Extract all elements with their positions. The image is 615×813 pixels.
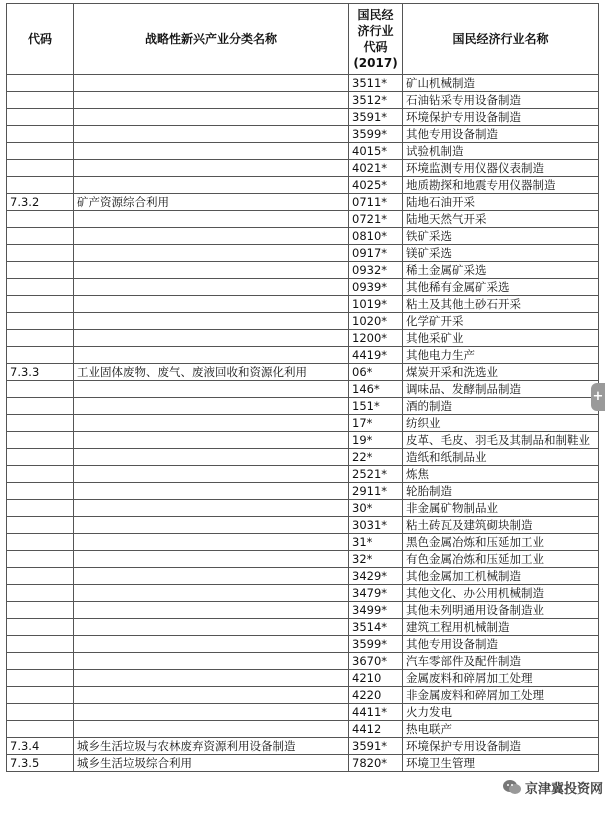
- row-nec-name: 酒的制造: [403, 398, 599, 415]
- row-nec-name: 其他稀有金属矿采选: [403, 279, 599, 296]
- row-category-name: [74, 245, 349, 262]
- table-row: [7, 398, 599, 415]
- row-nec-name: 地质勘探和地震专用仪器制造: [403, 177, 599, 194]
- row-nec-code: 1020*: [349, 313, 403, 330]
- table-row: [7, 381, 599, 398]
- row-nec-code: 3479*: [349, 585, 403, 602]
- table-row: [7, 687, 599, 704]
- row-code: [7, 636, 74, 653]
- table-row: [7, 75, 599, 92]
- row-nec-code: 1200*: [349, 330, 403, 347]
- row-code: [7, 296, 74, 313]
- table-row: [7, 670, 599, 687]
- row-category-name: 矿产资源综合利用: [74, 194, 349, 211]
- row-nec-name: 稀土金属矿采选: [403, 262, 599, 279]
- row-nec-code: 2911*: [349, 483, 403, 500]
- row-nec-name: 非金属矿物制品业: [403, 500, 599, 517]
- row-nec-name: 环境保护专用设备制造: [403, 109, 599, 126]
- row-nec-code: 146*: [349, 381, 403, 398]
- row-code: [7, 517, 74, 534]
- row-category-name: [74, 483, 349, 500]
- row-nec-code: 2521*: [349, 466, 403, 483]
- row-code: [7, 245, 74, 262]
- row-category-name: [74, 75, 349, 92]
- row-nec-code: 4419*: [349, 347, 403, 364]
- table-row: [7, 109, 599, 126]
- row-nec-code: 3599*: [349, 636, 403, 653]
- row-code: [7, 398, 74, 415]
- table-row: [7, 330, 599, 347]
- table-row: [7, 211, 599, 228]
- row-nec-name: 其他文化、办公用机械制造: [403, 585, 599, 602]
- row-category-name: [74, 466, 349, 483]
- row-category-name: [74, 721, 349, 738]
- row-nec-code: 7820*: [349, 755, 403, 772]
- row-nec-name: 汽车零部件及配件制造: [403, 653, 599, 670]
- row-category-name: [74, 347, 349, 364]
- row-category-name: 城乡生活垃圾与农林废弃资源利用设备制造: [74, 738, 349, 755]
- row-nec-code: 3512*: [349, 92, 403, 109]
- row-code: [7, 483, 74, 500]
- header-code: 代码: [7, 4, 74, 75]
- table-row: [7, 619, 599, 636]
- row-nec-code: 0711*: [349, 194, 403, 211]
- row-nec-name: 环境卫生管理: [403, 755, 599, 772]
- table-row: [7, 194, 599, 211]
- expand-tab[interactable]: +: [591, 383, 605, 411]
- row-category-name: [74, 296, 349, 313]
- table-row: [7, 432, 599, 449]
- table-row: [7, 313, 599, 330]
- table-row: [7, 483, 599, 500]
- row-code: [7, 449, 74, 466]
- row-nec-code: 4220: [349, 687, 403, 704]
- row-nec-code: 30*: [349, 500, 403, 517]
- row-nec-code: 4412: [349, 721, 403, 738]
- row-code: [7, 585, 74, 602]
- row-category-name: [74, 109, 349, 126]
- row-nec-name: 调味品、发酵制品制造: [403, 381, 599, 398]
- row-nec-code: 19*: [349, 432, 403, 449]
- table-row: [7, 347, 599, 364]
- row-nec-name: 其他专用设备制造: [403, 636, 599, 653]
- row-nec-name: 矿山机械制造: [403, 75, 599, 92]
- row-nec-code: 4021*: [349, 160, 403, 177]
- row-nec-name: 环境保护专用设备制造: [403, 738, 599, 755]
- row-code: [7, 415, 74, 432]
- row-nec-name: 造纸和纸制品业: [403, 449, 599, 466]
- row-nec-name: 炼焦: [403, 466, 599, 483]
- row-nec-code: 3031*: [349, 517, 403, 534]
- row-code: [7, 330, 74, 347]
- row-category-name: [74, 330, 349, 347]
- watermark: [500, 776, 605, 798]
- table-row: [7, 704, 599, 721]
- row-category-name: [74, 534, 349, 551]
- row-code: [7, 211, 74, 228]
- row-category-name: [74, 381, 349, 398]
- row-category-name: [74, 670, 349, 687]
- row-code: [7, 75, 74, 92]
- row-nec-code: 3670*: [349, 653, 403, 670]
- row-nec-code: 06*: [349, 364, 403, 381]
- row-category-name: [74, 313, 349, 330]
- row-nec-code: 4025*: [349, 177, 403, 194]
- row-nec-name: 镁矿采选: [403, 245, 599, 262]
- row-nec-name: 热电联产: [403, 721, 599, 738]
- row-code: 7.3.4: [7, 738, 74, 755]
- row-code: [7, 126, 74, 143]
- header-nec-code: 国民经 济行业 代码 (2017): [349, 4, 403, 75]
- row-category-name: [74, 619, 349, 636]
- table-row: [7, 126, 599, 143]
- row-category-name: [74, 177, 349, 194]
- row-code: [7, 619, 74, 636]
- row-category-name: 工业固体废物、废气、废液回收和资源化利用: [74, 364, 349, 381]
- header-nec-name: 国民经济行业名称: [403, 4, 599, 75]
- row-code: [7, 92, 74, 109]
- row-nec-name: 其他金属加工机械制造: [403, 568, 599, 585]
- row-code: [7, 466, 74, 483]
- row-category-name: [74, 602, 349, 619]
- row-category-name: [74, 704, 349, 721]
- row-code: 7.3.5: [7, 755, 74, 772]
- table-row: [7, 636, 599, 653]
- table-row: [7, 262, 599, 279]
- table-row: [7, 92, 599, 109]
- row-nec-code: 4015*: [349, 143, 403, 160]
- row-nec-code: 3514*: [349, 619, 403, 636]
- row-code: [7, 721, 74, 738]
- row-nec-name: 有色金属冶炼和压延加工业: [403, 551, 599, 568]
- row-category-name: [74, 636, 349, 653]
- table-row: [7, 296, 599, 313]
- row-code: [7, 347, 74, 364]
- table-body: [7, 75, 599, 772]
- table-row: [7, 653, 599, 670]
- row-category-name: [74, 551, 349, 568]
- table-row: [7, 755, 599, 772]
- wechat-logo-icon: [502, 779, 522, 795]
- row-code: [7, 500, 74, 517]
- row-nec-code: 0721*: [349, 211, 403, 228]
- table-row: [7, 415, 599, 432]
- row-nec-name: 粘土及其他土砂石开采: [403, 296, 599, 313]
- row-nec-code: 3599*: [349, 126, 403, 143]
- row-category-name: [74, 398, 349, 415]
- table-row: [7, 279, 599, 296]
- row-code: [7, 160, 74, 177]
- row-category-name: [74, 279, 349, 296]
- row-code: [7, 568, 74, 585]
- row-category-name: [74, 415, 349, 432]
- row-nec-name: 火力发电: [403, 704, 599, 721]
- table-row: [7, 517, 599, 534]
- row-nec-code: 17*: [349, 415, 403, 432]
- table-row: [7, 245, 599, 262]
- row-code: [7, 534, 74, 551]
- row-nec-name: 轮胎制造: [403, 483, 599, 500]
- row-nec-name: 铁矿采选: [403, 228, 599, 245]
- table-header-row: [7, 4, 599, 75]
- row-category-name: [74, 517, 349, 534]
- row-code: [7, 653, 74, 670]
- row-category-name: [74, 449, 349, 466]
- row-category-name: [74, 92, 349, 109]
- row-category-name: [74, 687, 349, 704]
- row-code: 7.3.2: [7, 194, 74, 211]
- row-nec-code: 3429*: [349, 568, 403, 585]
- row-nec-code: 0810*: [349, 228, 403, 245]
- row-code: [7, 670, 74, 687]
- row-category-name: [74, 568, 349, 585]
- row-nec-code: 3499*: [349, 602, 403, 619]
- row-code: [7, 432, 74, 449]
- row-nec-name: 粘土砖瓦及建筑砌块制造: [403, 517, 599, 534]
- row-nec-name: 石油钻采专用设备制造: [403, 92, 599, 109]
- row-code: [7, 228, 74, 245]
- row-category-name: [74, 211, 349, 228]
- table-row: [7, 466, 599, 483]
- row-category-name: [74, 585, 349, 602]
- row-nec-name: 金属废料和碎屑加工处理: [403, 670, 599, 687]
- row-nec-code: 4411*: [349, 704, 403, 721]
- row-nec-name: 煤炭开采和洗选业: [403, 364, 599, 381]
- header-category-name: 战略性新兴产业分类名称: [74, 4, 349, 75]
- row-nec-name: 皮革、毛皮、羽毛及其制品和制鞋业: [403, 432, 599, 449]
- table-row: [7, 738, 599, 755]
- row-category-name: 城乡生活垃圾综合利用: [74, 755, 349, 772]
- row-nec-name: 其他电力生产: [403, 347, 599, 364]
- row-nec-name: 试验机制造: [403, 143, 599, 160]
- row-code: [7, 551, 74, 568]
- table-row: [7, 500, 599, 517]
- row-nec-code: 32*: [349, 551, 403, 568]
- row-category-name: [74, 160, 349, 177]
- row-nec-name: 其他专用设备制造: [403, 126, 599, 143]
- row-code: [7, 704, 74, 721]
- row-code: [7, 381, 74, 398]
- row-nec-name: 纺织业: [403, 415, 599, 432]
- row-nec-code: 22*: [349, 449, 403, 466]
- row-category-name: [74, 653, 349, 670]
- row-nec-code: 0932*: [349, 262, 403, 279]
- row-category-name: [74, 143, 349, 160]
- row-nec-code: 1019*: [349, 296, 403, 313]
- row-nec-name: 非金属废料和碎屑加工处理: [403, 687, 599, 704]
- watermark-text: 京津冀投资网: [525, 781, 604, 797]
- row-category-name: [74, 432, 349, 449]
- row-nec-code: 3591*: [349, 109, 403, 126]
- row-code: [7, 602, 74, 619]
- table-row: [7, 143, 599, 160]
- row-nec-name: 其他未列明通用设备制造业: [403, 602, 599, 619]
- row-nec-name: 其他采矿业: [403, 330, 599, 347]
- table-row: [7, 585, 599, 602]
- row-nec-name: 建筑工程用机械制造: [403, 619, 599, 636]
- row-nec-code: 0939*: [349, 279, 403, 296]
- row-nec-name: 黑色金属冶炼和压延加工业: [403, 534, 599, 551]
- table-row: [7, 568, 599, 585]
- row-nec-code: 3511*: [349, 75, 403, 92]
- row-nec-code: 151*: [349, 398, 403, 415]
- row-nec-name: 陆地天然气开采: [403, 211, 599, 228]
- row-code: 7.3.3: [7, 364, 74, 381]
- row-code: [7, 262, 74, 279]
- row-nec-code: 4210: [349, 670, 403, 687]
- row-nec-name: 环境监测专用仪器仪表制造: [403, 160, 599, 177]
- table-row: [7, 534, 599, 551]
- table-row: [7, 551, 599, 568]
- table-row: [7, 449, 599, 466]
- row-nec-name: 陆地石油开采: [403, 194, 599, 211]
- table-row: [7, 160, 599, 177]
- row-category-name: [74, 126, 349, 143]
- table-row: [7, 721, 599, 738]
- row-code: [7, 279, 74, 296]
- table-row: [7, 177, 599, 194]
- row-code: [7, 109, 74, 126]
- industry-classification-table: [6, 3, 599, 772]
- row-nec-name: 化学矿开采: [403, 313, 599, 330]
- table-row: [7, 228, 599, 245]
- row-category-name: [74, 500, 349, 517]
- row-code: [7, 143, 74, 160]
- row-code: [7, 313, 74, 330]
- row-category-name: [74, 262, 349, 279]
- row-nec-code: 3591*: [349, 738, 403, 755]
- table-row: [7, 602, 599, 619]
- row-category-name: [74, 228, 349, 245]
- row-code: [7, 177, 74, 194]
- row-nec-code: 0917*: [349, 245, 403, 262]
- row-code: [7, 687, 74, 704]
- row-nec-code: 31*: [349, 534, 403, 551]
- table-row: [7, 364, 599, 381]
